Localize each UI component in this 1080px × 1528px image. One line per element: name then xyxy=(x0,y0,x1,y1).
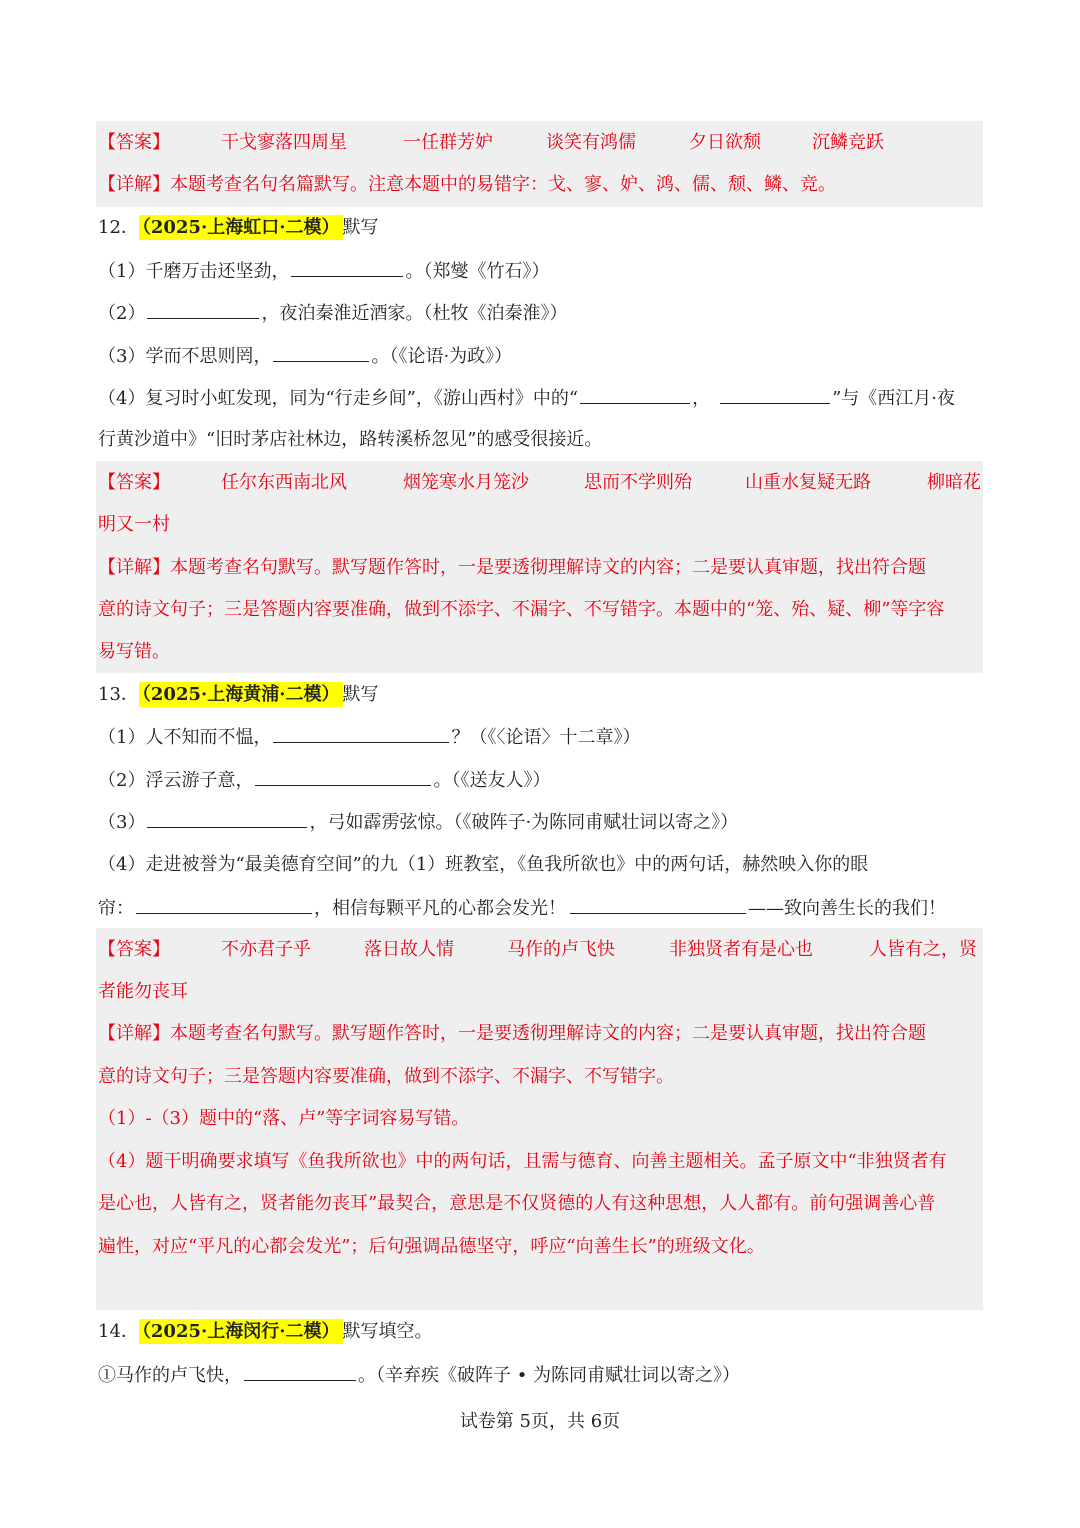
answer-row-12 xyxy=(98,470,170,496)
item-text: ，夜泊秦淮近酒家。（杜牧《泊秦淮》） xyxy=(261,303,568,324)
detail-row-13-6: 遍性，对应“平凡的心都会发光”；后句强调品德坚守，呼应“向善生长”的班级文化。 xyxy=(98,1236,765,1257)
q12-item-2 xyxy=(98,300,567,326)
item-text: 。（辛弃疾《破阵子 • 为陈同甫赋壮词以寄之》） xyxy=(358,1365,741,1386)
fill-blank[interactable] xyxy=(147,809,307,828)
item-text: ”与《西江月·夜 xyxy=(832,388,955,409)
item-text: ？（《〈论语〉十二章》） xyxy=(451,727,641,748)
question-13-heading xyxy=(98,682,379,708)
question-14-heading xyxy=(98,1319,433,1345)
fill-blank[interactable] xyxy=(570,895,746,914)
detail-text: 本题考查名句名篇默写。注意本题中的易错字：戈、寥、妒、鸿、儒、颓、鳞、竞。 xyxy=(170,174,836,195)
source-tag: （2025·上海黄浦·二模） xyxy=(139,682,343,707)
answer-item: 思而不学则殆 xyxy=(584,472,692,493)
answer-item: 谈笑有鸿儒 xyxy=(546,132,636,153)
detail-text: 本题考查名句默写。默写题作答时，一是要透彻理解诗文的内容；二是要认真审题，找出符合题 xyxy=(170,1023,926,1044)
detail-row-13-4: （4）题干明确要求填写《鱼我所欲也》中的两句话，且需与德育、向善主题相关。孟子原文中“非独贤者有 xyxy=(98,1151,947,1172)
page-footer: 试卷第 5页，共 6页 xyxy=(459,1411,621,1432)
answer-cont-12: 明又一村 xyxy=(98,514,170,535)
q12-item-4-line1 xyxy=(98,385,955,411)
answer-row-prev xyxy=(98,130,170,156)
item-text: （4）复习时小虹发现，同为“行走乡间”，《游山西村》中的“ xyxy=(98,388,579,409)
item-text: ，弓如霹雳弦惊。（《破阵子·为陈同甫赋壮词以寄之》） xyxy=(309,812,739,833)
fill-blank[interactable] xyxy=(273,343,369,362)
q13-item-4-line1: （4）走进被誉为“最美德育空间”的九（1）班教室，《鱼我所欲也》中的两句话，赫然映入你的眼 xyxy=(98,854,869,875)
question-number: 14． xyxy=(98,1321,139,1342)
answer-item: 不亦君子乎 xyxy=(221,939,311,960)
answer-label: 【答案】 xyxy=(98,472,170,493)
fill-blank[interactable] xyxy=(136,895,312,914)
answer-item: 夕日欲颓 xyxy=(689,132,761,153)
q12-item-1 xyxy=(98,258,549,284)
detail-row-12-3: 易写错。 xyxy=(98,641,170,662)
detail-text: 本题考查名句默写。默写题作答时，一是要透彻理解诗文的内容；二是要认真审题，找出符合题 xyxy=(170,557,926,578)
question-number: 13． xyxy=(98,684,139,705)
item-text: 。（《论语·为政》） xyxy=(371,346,513,367)
item-text: （2） xyxy=(98,303,146,324)
answer-item: 一任群芳妒 xyxy=(403,132,493,153)
q13-item-1 xyxy=(98,724,640,750)
q12-item-3 xyxy=(98,343,512,369)
q12-item-4-line2: 行黄沙道中》“旧时茅店社林边，路转溪桥忽见”的感受很接近。 xyxy=(98,429,603,450)
detail-row-13-1 xyxy=(98,1021,926,1047)
q13-item-3 xyxy=(98,809,738,835)
answer-item: 沉鳞竞跃 xyxy=(812,132,884,153)
question-title: 默写 xyxy=(342,684,379,705)
answer-item: 落日故人情 xyxy=(364,939,454,960)
q13-item-4-line2 xyxy=(98,895,946,921)
detail-row-13-2: 意的诗文句子；三是答题内容要准确，做到不添字、不漏字、不写错字。 xyxy=(98,1066,674,1087)
answer-item: 烟笼寒水月笼沙 xyxy=(403,472,529,493)
item-text: 帘： xyxy=(98,898,134,919)
question-12-heading xyxy=(98,215,379,241)
answer-item: 任尔东西南北风 xyxy=(221,472,347,493)
item-text: 。（郑燮《竹石》） xyxy=(405,261,550,282)
fill-blank[interactable] xyxy=(720,385,830,404)
detail-row-13-3: （1）-（3）题中的“落、卢”等字词容易写错。 xyxy=(98,1108,470,1129)
detail-row-12-2: 意的诗文句子；三是答题内容要准确，做到不添字、不漏字、不写错字。本题中的“笼、殆、疑、柳”等字容 xyxy=(98,599,945,620)
detail-label: 【详解】 xyxy=(98,1023,170,1044)
question-title: 默写填空。 xyxy=(342,1321,433,1342)
fill-blank[interactable] xyxy=(580,385,690,404)
item-text: 。（《送友人》） xyxy=(433,770,551,791)
answer-item: 柳暗花 xyxy=(927,472,981,493)
fill-blank[interactable] xyxy=(255,767,431,786)
detail-row-12-1 xyxy=(98,555,926,581)
detail-label: 【详解】 xyxy=(98,174,170,195)
item-text: ①马作的卢飞快， xyxy=(98,1365,242,1386)
answer-item: 非独贤者有是心也 xyxy=(669,939,813,960)
item-text: ——致向善生长的我们！ xyxy=(748,898,946,919)
answer-label: 【答案】 xyxy=(98,132,170,153)
answer-item: 人皆有之，贤 xyxy=(869,939,977,960)
item-text: ， xyxy=(692,388,711,409)
fill-blank[interactable] xyxy=(244,1362,356,1381)
question-number: 12． xyxy=(98,217,139,238)
item-text: （2）浮云游子意， xyxy=(98,770,254,791)
item-text: （3） xyxy=(98,812,146,833)
fill-blank[interactable] xyxy=(291,258,403,277)
answer-item: 干戈寥落四周星 xyxy=(221,132,347,153)
detail-label: 【详解】 xyxy=(98,557,170,578)
answer-item: 马作的卢飞快 xyxy=(507,939,615,960)
fill-blank[interactable] xyxy=(273,724,449,743)
source-tag: （2025·上海虹口·二模） xyxy=(139,215,343,240)
item-text: （3）学而不思则罔， xyxy=(98,346,272,367)
detail-row-13-5: 是心也，人皆有之，贤者能勿丧耳”最契合，意思是不仅贤德的人有这种思想，人人都有。前句强调善心普 xyxy=(98,1193,936,1214)
item-text: （1）千磨万击还坚劲， xyxy=(98,261,290,282)
item-text: ，相信每颗平凡的心都会发光！ xyxy=(314,898,566,919)
answer-item: 山重水复疑无路 xyxy=(745,472,871,493)
answer-cont-13: 者能勿丧耳 xyxy=(98,981,188,1002)
fill-blank[interactable] xyxy=(147,300,259,319)
q14-item-1 xyxy=(98,1362,740,1388)
source-tag: （2025·上海闵行·二模） xyxy=(139,1319,343,1344)
question-title: 默写 xyxy=(342,217,379,238)
q13-item-2 xyxy=(98,767,550,793)
answer-row-13 xyxy=(98,937,170,963)
answer-label: 【答案】 xyxy=(98,939,170,960)
item-text: （1）人不知而不愠， xyxy=(98,727,272,748)
detail-row-prev xyxy=(98,172,836,198)
